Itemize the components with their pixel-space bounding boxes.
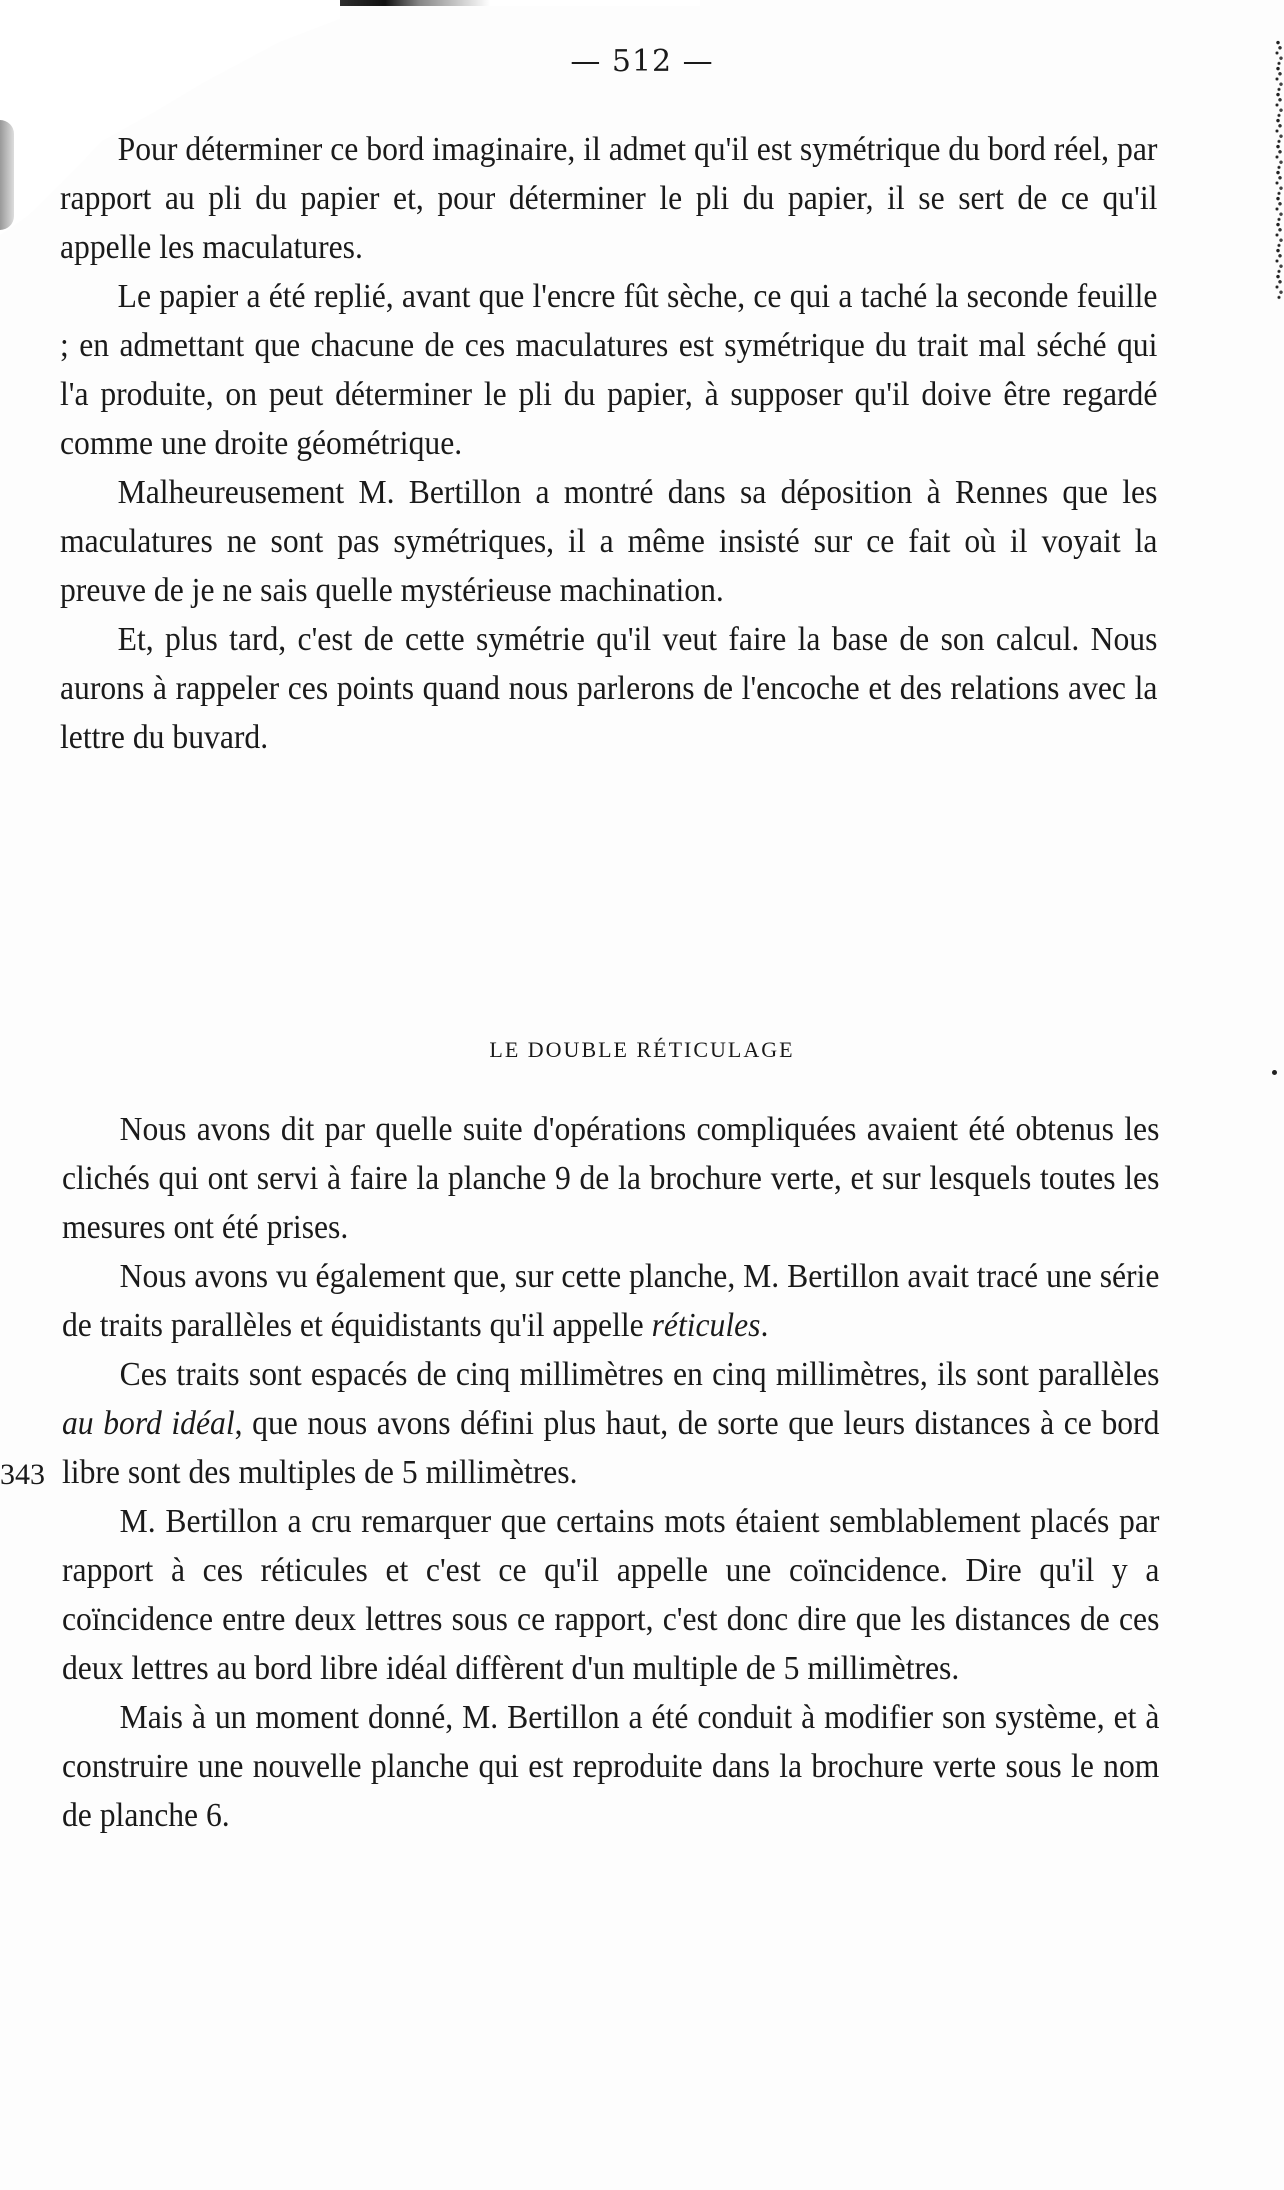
paragraph-2: Le papier a été replié, avant que l'encre fût sèche, ce qui a taché la seconde feuille ; en admettant que chacune de ces maculatures est symétrique du trait mal séché qui l'a produite, on peut déterminer le pli du papier, à supposer qu'il doive être regardé comme une droite géométrique. — [60, 278, 1158, 462]
text-section-2 — [62, 1105, 1159, 1840]
paragraph-5: Nous avons dit par quelle suite d'opérations compliquées avaient été obtenus les clichés qui ont servi à faire la planche 9 de la brochure verte, et sur lesquels toutes les mesures ont été prises. — [62, 1111, 1160, 1246]
paragraph-8: M. Bertillon a cru remarquer que certains mots étaient semblablement placés par rapport à ces réticules et c'est ce qu'il appelle une coïncidence. Dire qu'il y a coïncidence entre deux lettres sous ce rapport, c'est donc dire que les distances de ces deux lettres au bord libre idéal diffèrent d'un multiple de 5 millimètres. — [62, 1503, 1160, 1687]
paragraph-6-tail: . — [760, 1307, 769, 1344]
paragraph-3: Malheureusement M. Bertillon a montré dans sa déposition à Rennes que les maculatures ne sont pas symétriques, il a même insisté sur ce fait où il voyait la preuve de je ne sais quelle mystérieuse machination. — [60, 474, 1158, 609]
paragraph-6-text: Nous avons vu également que, sur cette planche, M. Bertillon avait tracé une série de traits parallèles et équidistants qu'il appelle — [62, 1258, 1160, 1344]
section-heading: LE DOUBLE RÉTICULAGE — [489, 1037, 795, 1062]
paragraph-9: Mais à un moment donné, M. Bertillon a été conduit à modifier son système, et à construire une nouvelle planche qui est reproduite dans la brochure verte sous le nom de planche 6. — [62, 1699, 1160, 1834]
scan-edge-speckle — [1274, 40, 1284, 300]
paragraph-4: Et, plus tard, c'est de cette symétrie qu'il veut faire la base de son calcul. Nous aurons à rappeler ces points quand nous parlerons de l'encoche et des relations avec la lettre du buvard. — [60, 621, 1158, 756]
paragraph-7-text: Ces traits sont espacés de cinq millimètres en cinq millimètres, ils sont parallèles — [119, 1356, 1160, 1393]
margin-note: 343 — [0, 1458, 45, 1491]
paragraph-6 — [62, 1252, 1159, 1350]
paragraph-7-tail: , que nous avons défini plus haut, de sorte que leurs distances à ce bord libre sont des multiples de 5 millimètres. — [62, 1405, 1160, 1491]
paragraph-7 — [62, 1350, 1159, 1497]
paragraph-7-emphasis: au bord idéal — [62, 1405, 235, 1442]
text-section-1 — [60, 125, 1157, 762]
torn-corner-shadow — [0, 120, 14, 230]
paragraph-1: Pour déterminer ce bord imaginaire, il admet qu'il est symétrique du bord réel, par rapport au pli du papier et, pour déterminer le pli du papier, il se sert de ce qu'il appelle les maculatures. — [60, 131, 1158, 266]
page-number: — 512 — — [570, 44, 714, 79]
scan-dot — [1272, 1070, 1277, 1075]
paragraph-6-emphasis: réticules — [651, 1307, 761, 1344]
